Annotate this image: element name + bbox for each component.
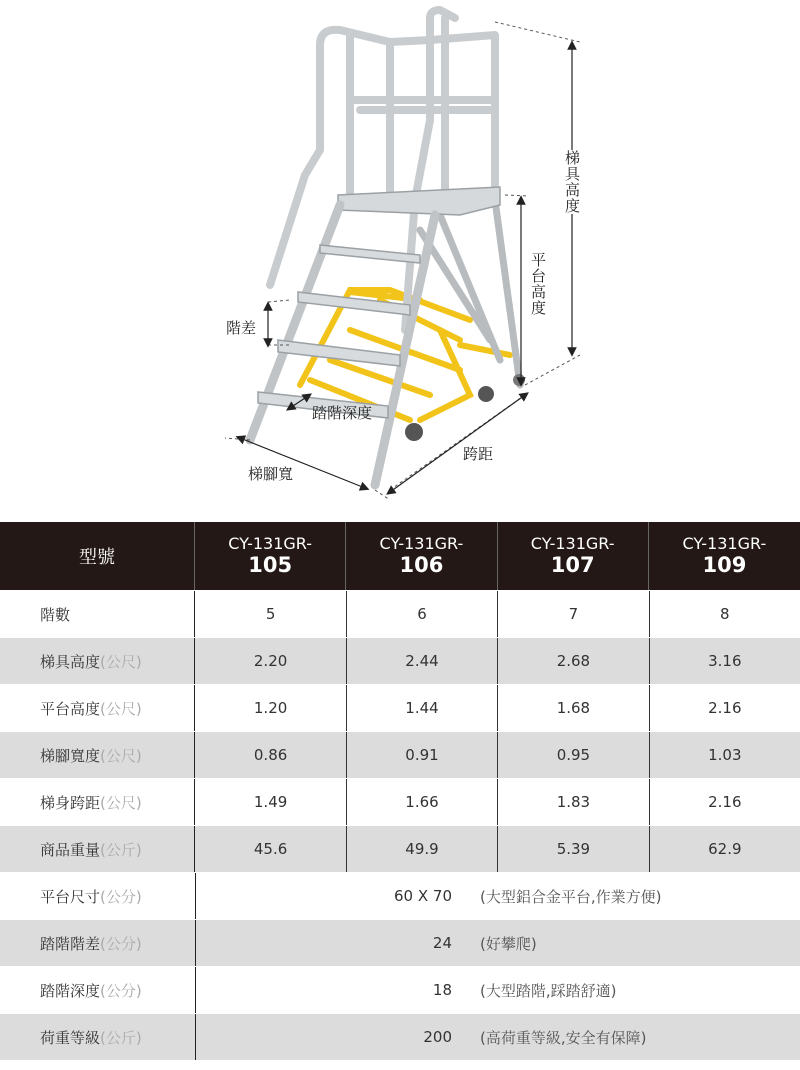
row-label: 商品重量 (公斤) (0, 826, 195, 872)
model-header-106: CY-131GR- 106 (346, 522, 497, 590)
ladder-height-label: 梯具高度 (563, 150, 581, 214)
table-cell: 8 (720, 605, 730, 623)
table-row (0, 732, 800, 779)
table-cell: 6 (347, 591, 498, 637)
table-cell: 0.95 (498, 732, 649, 778)
step-rise-label: 階差 (226, 319, 257, 337)
platform-ladder-illustration (0, 0, 800, 522)
table-cell: 5 (195, 591, 346, 637)
table-cell: 3.16 (708, 652, 742, 670)
merged-cell (196, 967, 800, 1013)
merged-note: (好攀爬) (480, 934, 537, 953)
platform (338, 187, 500, 215)
row-label: 平台高度 (公尺) (0, 685, 195, 731)
merged-cell (196, 920, 800, 966)
merged-note: (大型鋁合金平台,作業方便) (480, 887, 662, 906)
table-cell: 49.9 (347, 826, 498, 872)
row-label: 踏階深度 (公分) (0, 967, 196, 1013)
row-label: 平台尺寸 (公分) (0, 873, 196, 919)
model-header-label: 型號 (0, 522, 195, 590)
table-cell: 0.91 (347, 732, 498, 778)
table-cell: 5.39 (498, 826, 649, 872)
span-label: 跨距 (463, 445, 494, 463)
merged-cell (196, 873, 800, 919)
model-header-107: CY-131GR- 107 (498, 522, 649, 590)
table-cell: 1.44 (347, 685, 498, 731)
merged-value: 200 (423, 1028, 452, 1046)
product-diagram (0, 0, 800, 522)
table-header (0, 522, 800, 591)
table-cell: 62.9 (708, 840, 742, 858)
merged-cell (196, 1014, 800, 1060)
table-cell: 1.68 (498, 685, 649, 731)
table-cell: 7 (498, 591, 649, 637)
merged-value: 60 X 70 (394, 887, 452, 905)
row-label: 荷重等級 (公斤) (0, 1014, 196, 1060)
model-header-109: CY-131GR- 109 (682, 533, 767, 578)
table-cell: 1.83 (498, 779, 649, 825)
table-row (0, 873, 800, 920)
merged-note: (大型踏階,踩踏舒適) (480, 981, 617, 1000)
table-cell: 1.66 (347, 779, 498, 825)
merged-value: 24 (432, 934, 452, 952)
table-row (0, 920, 800, 967)
spec-table (0, 522, 800, 1061)
table-cell: 2.44 (347, 638, 498, 684)
table-row (0, 779, 800, 826)
model-header-105: CY-131GR- 105 (195, 522, 346, 590)
row-label: 梯身跨距 (公尺) (0, 779, 195, 825)
row-label: 梯具高度 (公尺) (0, 638, 195, 684)
table-row (0, 685, 800, 732)
table-row (0, 1014, 800, 1061)
merged-value: 18 (432, 981, 452, 999)
table-row (0, 826, 800, 873)
table-cell: 0.86 (195, 732, 346, 778)
table-row (0, 967, 800, 1014)
table-row (0, 591, 800, 638)
table-cell: 2.20 (195, 638, 346, 684)
table-cell: 1.20 (195, 685, 346, 731)
table-cell: 45.6 (195, 826, 346, 872)
table-cell: 1.03 (708, 746, 742, 764)
row-label: 踏階階差 (公分) (0, 920, 196, 966)
table-row (0, 638, 800, 685)
platform-height-label: 平台高度 (529, 252, 547, 316)
row-label: 階數 (0, 591, 195, 637)
table-cell: 2.68 (498, 638, 649, 684)
table-cell: 2.16 (708, 699, 742, 717)
row-label: 梯腳寬度 (公尺) (0, 732, 195, 778)
foot-width-label: 梯腳寬 (248, 465, 294, 483)
table-cell: 2.16 (708, 793, 742, 811)
merged-note: (高荷重等級,安全有保障) (480, 1028, 647, 1047)
step-depth-label: 踏階深度 (312, 404, 373, 422)
table-cell: 1.49 (195, 779, 346, 825)
